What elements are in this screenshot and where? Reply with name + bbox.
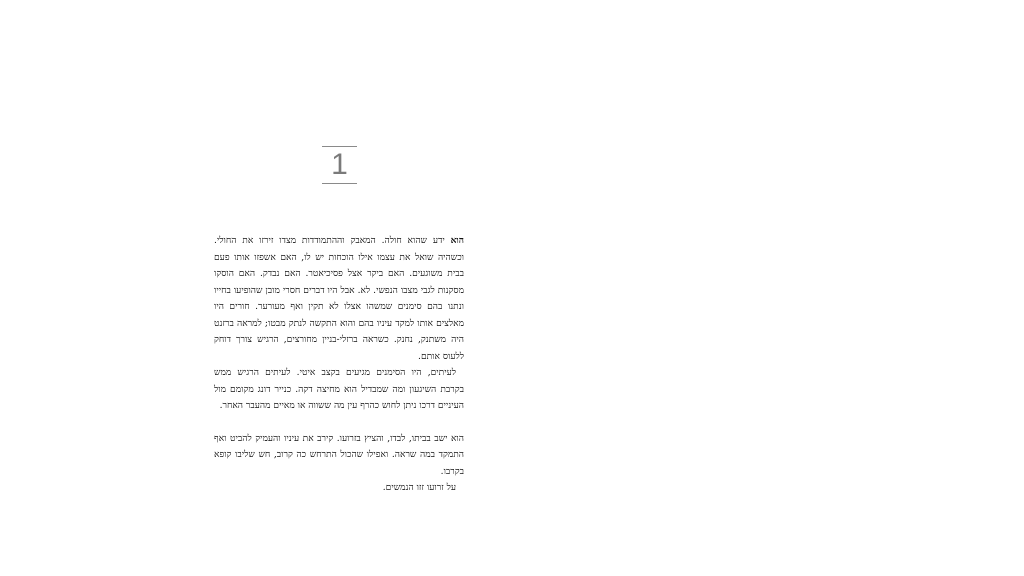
chapter-body: [214, 233, 464, 497]
paragraph-1: [214, 233, 464, 365]
paragraph-lead-word: הוא: [450, 235, 464, 246]
paragraph-4: [214, 480, 464, 497]
chapter-number: 1: [322, 146, 357, 184]
paragraph-3-text: הוא ישב בביתו, לבדו, והציץ בזרועו. קירב את עיניו והעמיק להביט ואף התמקד במה שראה. ואפילו שהכול התרחש כה קרוב, חש שליבו קופא בקרבו.: [214, 433, 464, 477]
paragraph-1-text: ידע שהוא חולה. המאבק וההתמודדות מצדו זירזו את החולי. וכשהיה שואל את עצמו אילו הוכחות יש לו, האם אשפזו אותו פעם בבית משוגעים. האם ביקר אצל פסיכיאטר. האם נבדק. האם הוסקו מסקנות לגבי מצבו הנפשי. לא. אבל היו דברים חסרי מובן שהופיעו בחייו ונתנו בהם סימנים שמשהו אצלו לא תקין ואף מעורער. חורים היו מאלצים אותו למקד עיניו בהם והוא התקשה לנתק מבטו; למראה ברזנט היה משתנק, נחנק. כשראה ברזלי-בניין מחורצים, הרגיש צורך דוחק ללעוס אותם.: [214, 236, 464, 362]
paragraph-4-text: על זרועו זזו הנמשים.: [382, 483, 456, 493]
paragraph-2-text: לעיתים, היו הסימנים מגיעים בקצב איטי. לעיתים הרגיש ממש בקרבת השיגעון ומה שמבדיל הוא מחיצה דקה. כנייר דונג מקומם מול העיניים דרכו ניתן לחוש כהרף עין מה ששווה או מאיים מהעבר האחר.: [214, 368, 464, 411]
paragraph-3: [214, 431, 464, 481]
paragraph-2: [214, 365, 464, 415]
